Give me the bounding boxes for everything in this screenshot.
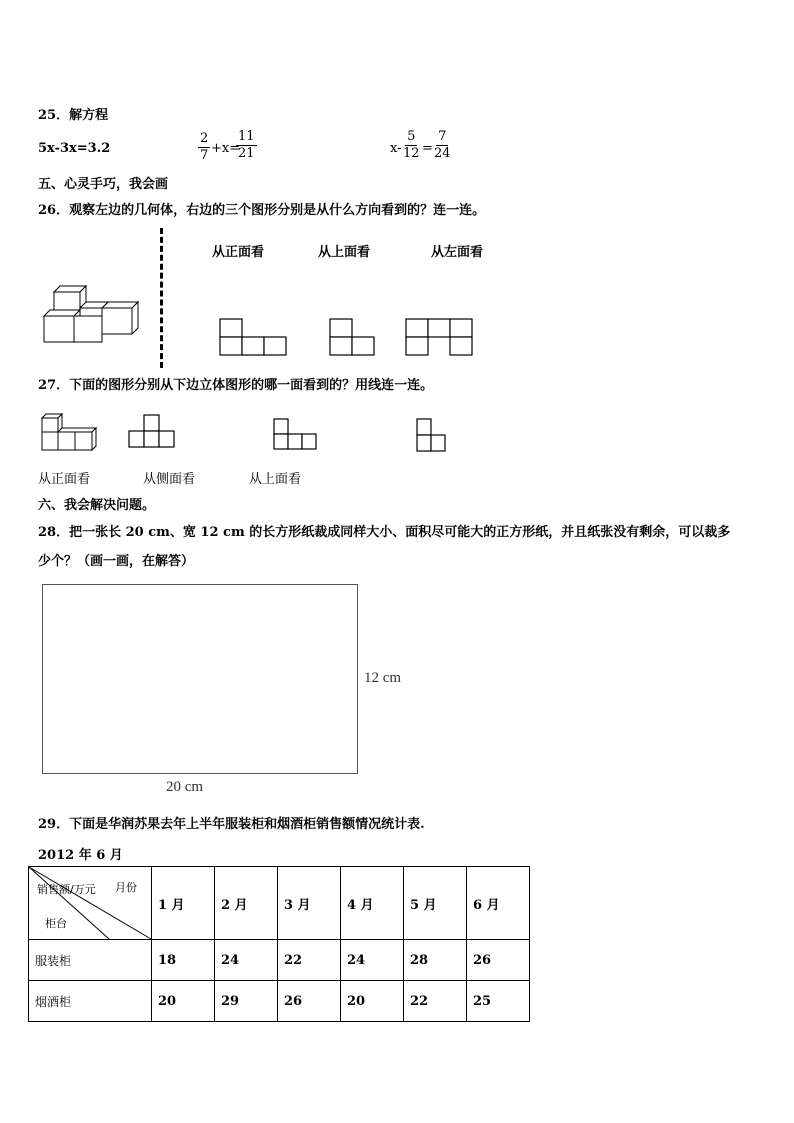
table-cell: 18: [152, 940, 215, 981]
divider-dashed-line: [160, 228, 163, 368]
q28-text-line1: 28．把一张长 20 cm、宽 12 cm 的长方形纸裁成同样大小、面积尽可能大的正方形纸，并且纸张没有剩余，可以裁多: [38, 525, 731, 540]
q26-view-shape-3: [405, 318, 477, 358]
month-header: 1 月: [152, 867, 215, 940]
table-cell: 22: [278, 940, 341, 981]
table-cell: 26: [467, 940, 530, 981]
q27-view-shape-2: [273, 418, 323, 454]
q28-text-line2: 少个？（画一画，在解答）: [38, 554, 195, 569]
q27-label-top: 从上面看: [249, 472, 302, 487]
month-header: 5 月: [404, 867, 467, 940]
row-label: 烟酒柜: [29, 981, 152, 1022]
q27-title: 27．下面的图形分别从下边立体图形的哪一面看到的？用线连一连。: [38, 378, 434, 393]
fraction-7-24: $\frac{7}{24}$: [434, 129, 451, 161]
q29-date: 2012 年 6 月: [38, 848, 123, 863]
table-cell: 24: [341, 940, 404, 981]
table-row: [29, 940, 530, 981]
row-label: 服装柜: [29, 940, 152, 981]
q27-label-front: 从正面看: [38, 472, 91, 487]
month-header: 2 月: [215, 867, 278, 940]
month-header: 6 月: [467, 867, 530, 940]
q27-view-shape-3: [416, 418, 450, 458]
month-header: 4 月: [341, 867, 404, 940]
q26-view-shape-1: [219, 318, 289, 358]
section-6-heading: 六、我会解决问题。: [38, 498, 156, 513]
table-cell: 20: [341, 981, 404, 1022]
table-cell: 24: [215, 940, 278, 981]
q26-title: 26．观察左边的几何体，右边的三个图形分别是从什么方向看到的？连一连。: [38, 203, 486, 218]
month-header: 3 月: [278, 867, 341, 940]
fraction-2-7: $\frac{2}{7}$: [200, 131, 209, 163]
fraction-11-21: $\frac{11}{21}$: [238, 129, 255, 161]
view-label-top: 从上面看: [318, 245, 371, 260]
view-label-front: 从正面看: [212, 245, 265, 260]
table-cell: 26: [278, 981, 341, 1022]
q29-title: 29．下面是华润苏果去年上半年服装柜和烟酒柜销售额情况统计表.: [38, 817, 425, 832]
height-label: 12 cm: [364, 670, 402, 686]
q27-view-shape-1: [129, 414, 179, 454]
view-label-left: 从左面看: [431, 245, 484, 260]
table-cell: 25: [467, 981, 530, 1022]
table-corner-cell: 销售额/万元 月份 柜台: [29, 867, 152, 940]
fraction-5-12: $\frac{5}{12}$: [403, 129, 420, 161]
section-5-heading: 五、心灵手巧，我会画: [38, 177, 169, 192]
equation-1: 5x-3x=3.2: [38, 141, 111, 156]
q26-view-shape-2: [329, 318, 379, 358]
sales-table: [28, 866, 530, 1022]
rectangle-paper: [42, 584, 358, 774]
table-cell: 20: [152, 981, 215, 1022]
table-row: [29, 981, 530, 1022]
q26-solid-figure: [40, 282, 140, 344]
table-cell: 29: [215, 981, 278, 1022]
q25-title: 25．解方程: [38, 108, 109, 123]
table-cell: 22: [404, 981, 467, 1022]
q27-solid-figure: [38, 408, 100, 452]
q27-label-side: 从侧面看: [143, 472, 196, 487]
table-cell: 28: [404, 940, 467, 981]
table-header-row: [29, 867, 530, 940]
width-label: 20 cm: [166, 779, 204, 795]
